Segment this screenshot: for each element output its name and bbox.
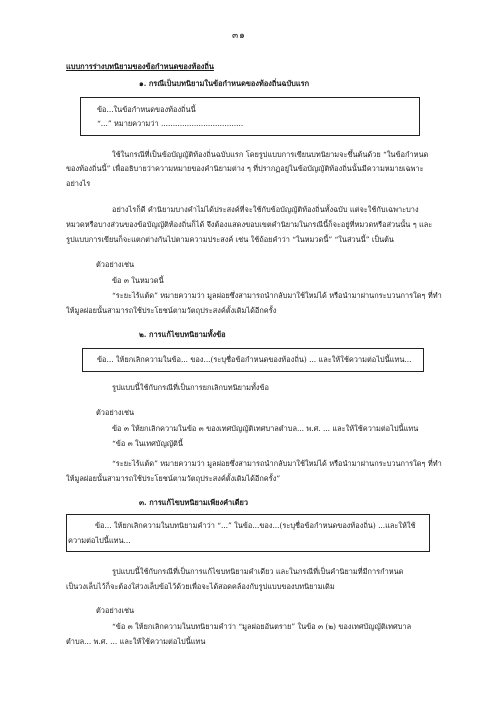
example-1-line-3: ให้มูลฝอยนั้นสามารถใช้ประโยชน์ตามวัตถุประสงค์ตั้งเดิมได้อีกครั้ง [66, 306, 277, 315]
template-box-3-line-2: ความต่อไปนี้แทน... [68, 536, 131, 545]
paragraph-4-line-1: รูปแบบนี้ใช้กับกรณีที่เป็นการแก้ไขบทนิยามคำเดียว และในกรณีที่เป็นคำนิยามที่มีการกำหนด [112, 567, 404, 576]
paragraph-2-line-1: อย่างไรก็ดี คำนิยามบางคำไม่ได้ประสงค์ที่จะใช้กับข้อบัญญัติท้องถิ่นทั้งฉบับ แต่จะใช้กับเฉพาะบาง [112, 205, 419, 214]
paragraph-2-line-2: หมวดหรือบางส่วนของข้อบัญญัติท้องถิ่นก็ได้ จึงต้องแสดงขอบเขตคำนิยามในกรณีนี้ก็จะอยู่ที่หมวดหรือส่วนนั้น ๆ และ [66, 220, 433, 229]
paragraph-4-line-2: เป็นวงเล็บไว้ก็จะต้องใส่วงเล็บข้อไว้ด้วยเพื่อจะได้สอดคล้องกับรูปแบบของบทนิยามเดิม [66, 582, 335, 591]
template-box-1 [80, 97, 420, 136]
paragraph-2-line-3: รูปแบบการเขียนก็จะแตกต่างกันไปตามความประสงค์ เช่น ใช้ถ้อยคำว่า “ในหมวดนี้” “ในส่วนนี้” เป็นต้น [66, 235, 394, 244]
example-2-label: ตัวอย่างเช่น [96, 408, 135, 417]
paragraph-3: รูปแบบนี้ใช้กับกรณีที่เป็นการยกเลิกบทนิยามทั้งข้อ [112, 383, 269, 392]
template-box-1-line-2: “...” หมายความว่า ................................... [97, 119, 244, 128]
template-box-3 [66, 514, 430, 552]
template-box-1-line-1: ข้อ...ในข้อกำหนดของท้องถิ่นนี้ [97, 105, 196, 114]
template-box-3-line-1: ข้อ... ให้ยกเลิกความในบทนิยามคำว่า “...” ในข้อ...ของ...(ระบุชื่อข้อกำหนดของท้องถิ่น) ...และให้ใช้ [95, 521, 416, 530]
paragraph-1-line-1: ใช้ในกรณีที่เป็นข้อบัญญัติท้องถิ่นฉบับแรก โดยรูปแบบการเขียนบทนิยามจะขึ้นต้นด้วย “ในข้อกำหนด [112, 150, 429, 159]
example-3-label: ตัวอย่างเช่น [96, 606, 135, 615]
template-box-2 [82, 348, 424, 372]
section-title: แบบการร่างบทนิยามของข้อกำหนดของท้องถิ่น [66, 62, 214, 71]
example-2-line-3: “ระยะไร้แต้ด” หมายความว่า มูลฝอยซึ่งสามารถนำกลับมาใช้ใหม่ได้ หรือนำมาผ่านกระบวนการใดๆ ที่ทำ [112, 459, 442, 468]
heading-1: ๑. กรณีเป็นบทนิยามในข้อกำหนดของท้องถิ่นฉบับแรก [139, 79, 310, 88]
example-2-line-2: “ข้อ ๓ ในเทศบัญญัตินี้ [112, 439, 183, 448]
paragraph-1-line-2: ของท้องถิ่นนี้” เพื่ออธิบายว่าความหมายของคำนิยามต่าง ๆ ที่ปรากฏอยู่ในข้อบัญญัติท้องถิ่นนั้นมีความหมายเฉพาะ [66, 164, 424, 173]
paragraph-1-line-3: อย่างไร [66, 179, 91, 188]
page-number: ๓๑ [232, 31, 246, 41]
template-box-2-text: ข้อ... ให้ยกเลิกความในข้อ... ของ...(ระบุชื่อข้อกำหนดของท้องถิ่น) ... และให้ใช้ความต่อไปนี้แทน... [97, 355, 412, 364]
example-1-line-1: ข้อ ๓ ในหมวดนี้ [112, 276, 164, 285]
heading-2: ๒. การแก้ไขบทนิยามทั้งข้อ [139, 330, 226, 339]
heading-3: ๓. การแก้ไขบทนิยามเพียงคำเดียว [139, 498, 249, 507]
example-1-line-2: “ระยะไร้แต้ด” หมายความว่า มูลฝอยซึ่งสามารถนำกลับมาใช้ใหม่ได้ หรือนำมาผ่านกระบวนการใดๆ ที่ทำ [112, 291, 442, 300]
example-3-line-1: “ข้อ ๓ ให้ยกเลิกความในบทนิยามคำว่า “มูลฝอยอันตราย” ในข้อ ๓ (๒) ของเทศบัญญัติเทศบาล [112, 622, 412, 631]
example-2-line-4: ให้มูลฝอยนั้นสามารถใช้ประโยชน์ตามวัตถุประสงค์ตั้งเดิมได้อีกครั้ง” [66, 474, 281, 483]
example-2-line-1: ข้อ ๓ ให้ยกเลิกความในข้อ ๓ ของเทศบัญญัติเทศบาลตำบล... พ.ศ. ... และให้ใช้ความต่อไปนี้แทน [112, 424, 419, 433]
example-3-line-2: ตำบล... พ.ศ. ... และให้ใช้ความต่อไปนี้แทน [66, 637, 206, 646]
example-1-label: ตัวอย่างเช่น [96, 260, 135, 269]
